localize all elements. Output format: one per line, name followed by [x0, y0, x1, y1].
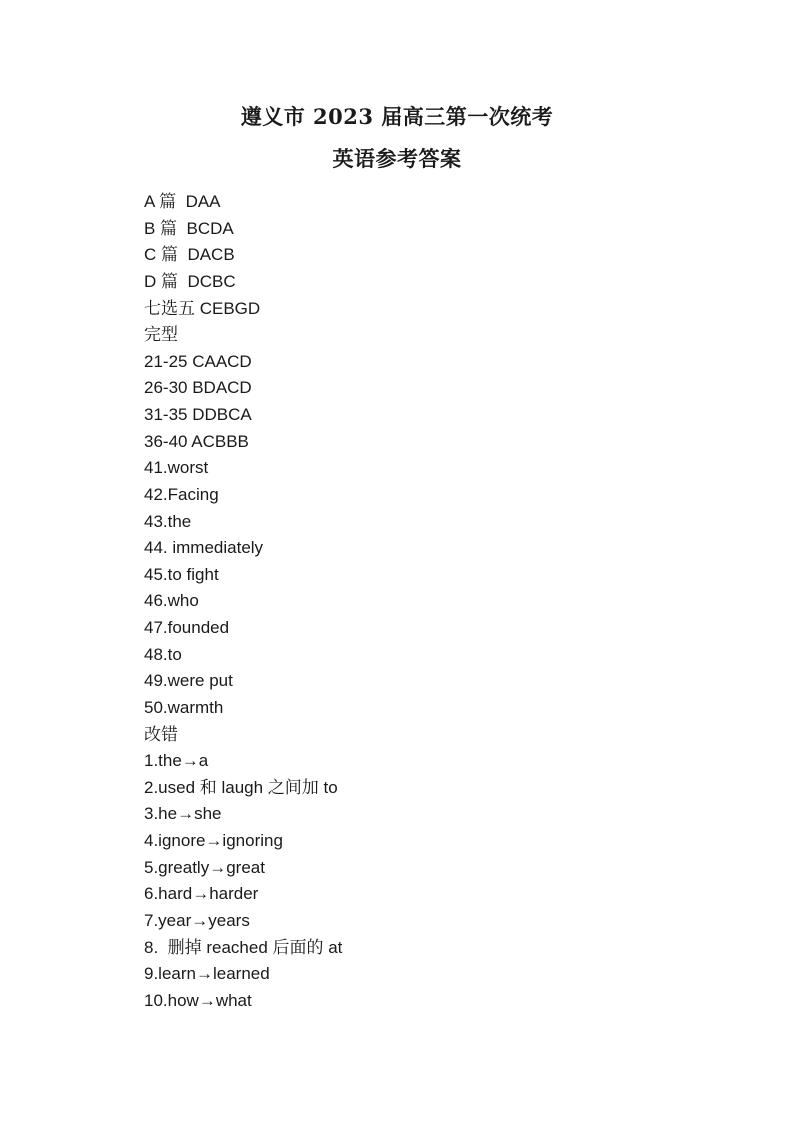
answer-line: 10.how→what [144, 990, 252, 1010]
answer-line: C 篇 DACB [144, 245, 235, 265]
answer-line: 46.who [144, 591, 199, 611]
answer-line: 3.he→she [144, 804, 222, 824]
answer-line: B 篇 BCDA [144, 218, 234, 238]
answer-line: 42.Facing [144, 484, 219, 504]
answer-line: 45.to fight [144, 564, 219, 584]
answer-line: 21-25 CAACD [144, 351, 252, 371]
document-subtitle: 英语参考答案 [332, 146, 462, 171]
answer-line: 七选五 CEBGD [144, 298, 261, 318]
answer-list [144, 189, 342, 1014]
answer-line: 1.the→a [144, 751, 209, 771]
document-title: 遵义市 2023 届高三第一次统考 [240, 104, 554, 129]
section-heading: 完型 [144, 325, 178, 345]
answer-line: 47.founded [144, 618, 230, 637]
answer-line: 48.to [144, 644, 182, 664]
answer-line: A 篇 DAA [144, 192, 221, 211]
answer-line: 6.hard→harder [144, 884, 259, 904]
answer-line: 2.used 和 laugh 之间加 to [144, 777, 338, 797]
answer-line: 49.were put [144, 671, 233, 691]
answer-line: 41.worst [144, 458, 209, 478]
answer-line: 31-35 DDBCA [144, 405, 252, 424]
answer-line: 8. 删掉 reached 后面的 at [144, 937, 343, 957]
answer-line: 7.year→years [144, 910, 250, 930]
answer-line: 4.ignore→ignoring [144, 831, 283, 850]
answer-line: 43.the [144, 511, 192, 531]
answer-line: 26-30 BDACD [144, 378, 252, 398]
section-heading: 改错 [144, 724, 178, 744]
answer-line: 44. immediately [144, 538, 264, 558]
answer-line: 9.learn→learned [144, 964, 270, 984]
answer-line: 5.greatly→great [144, 857, 265, 877]
answer-line: D 篇 DCBC [144, 271, 236, 291]
answer-line: 50.warmth [144, 697, 224, 717]
answer-line: 36-40 ACBBB [144, 431, 249, 451]
